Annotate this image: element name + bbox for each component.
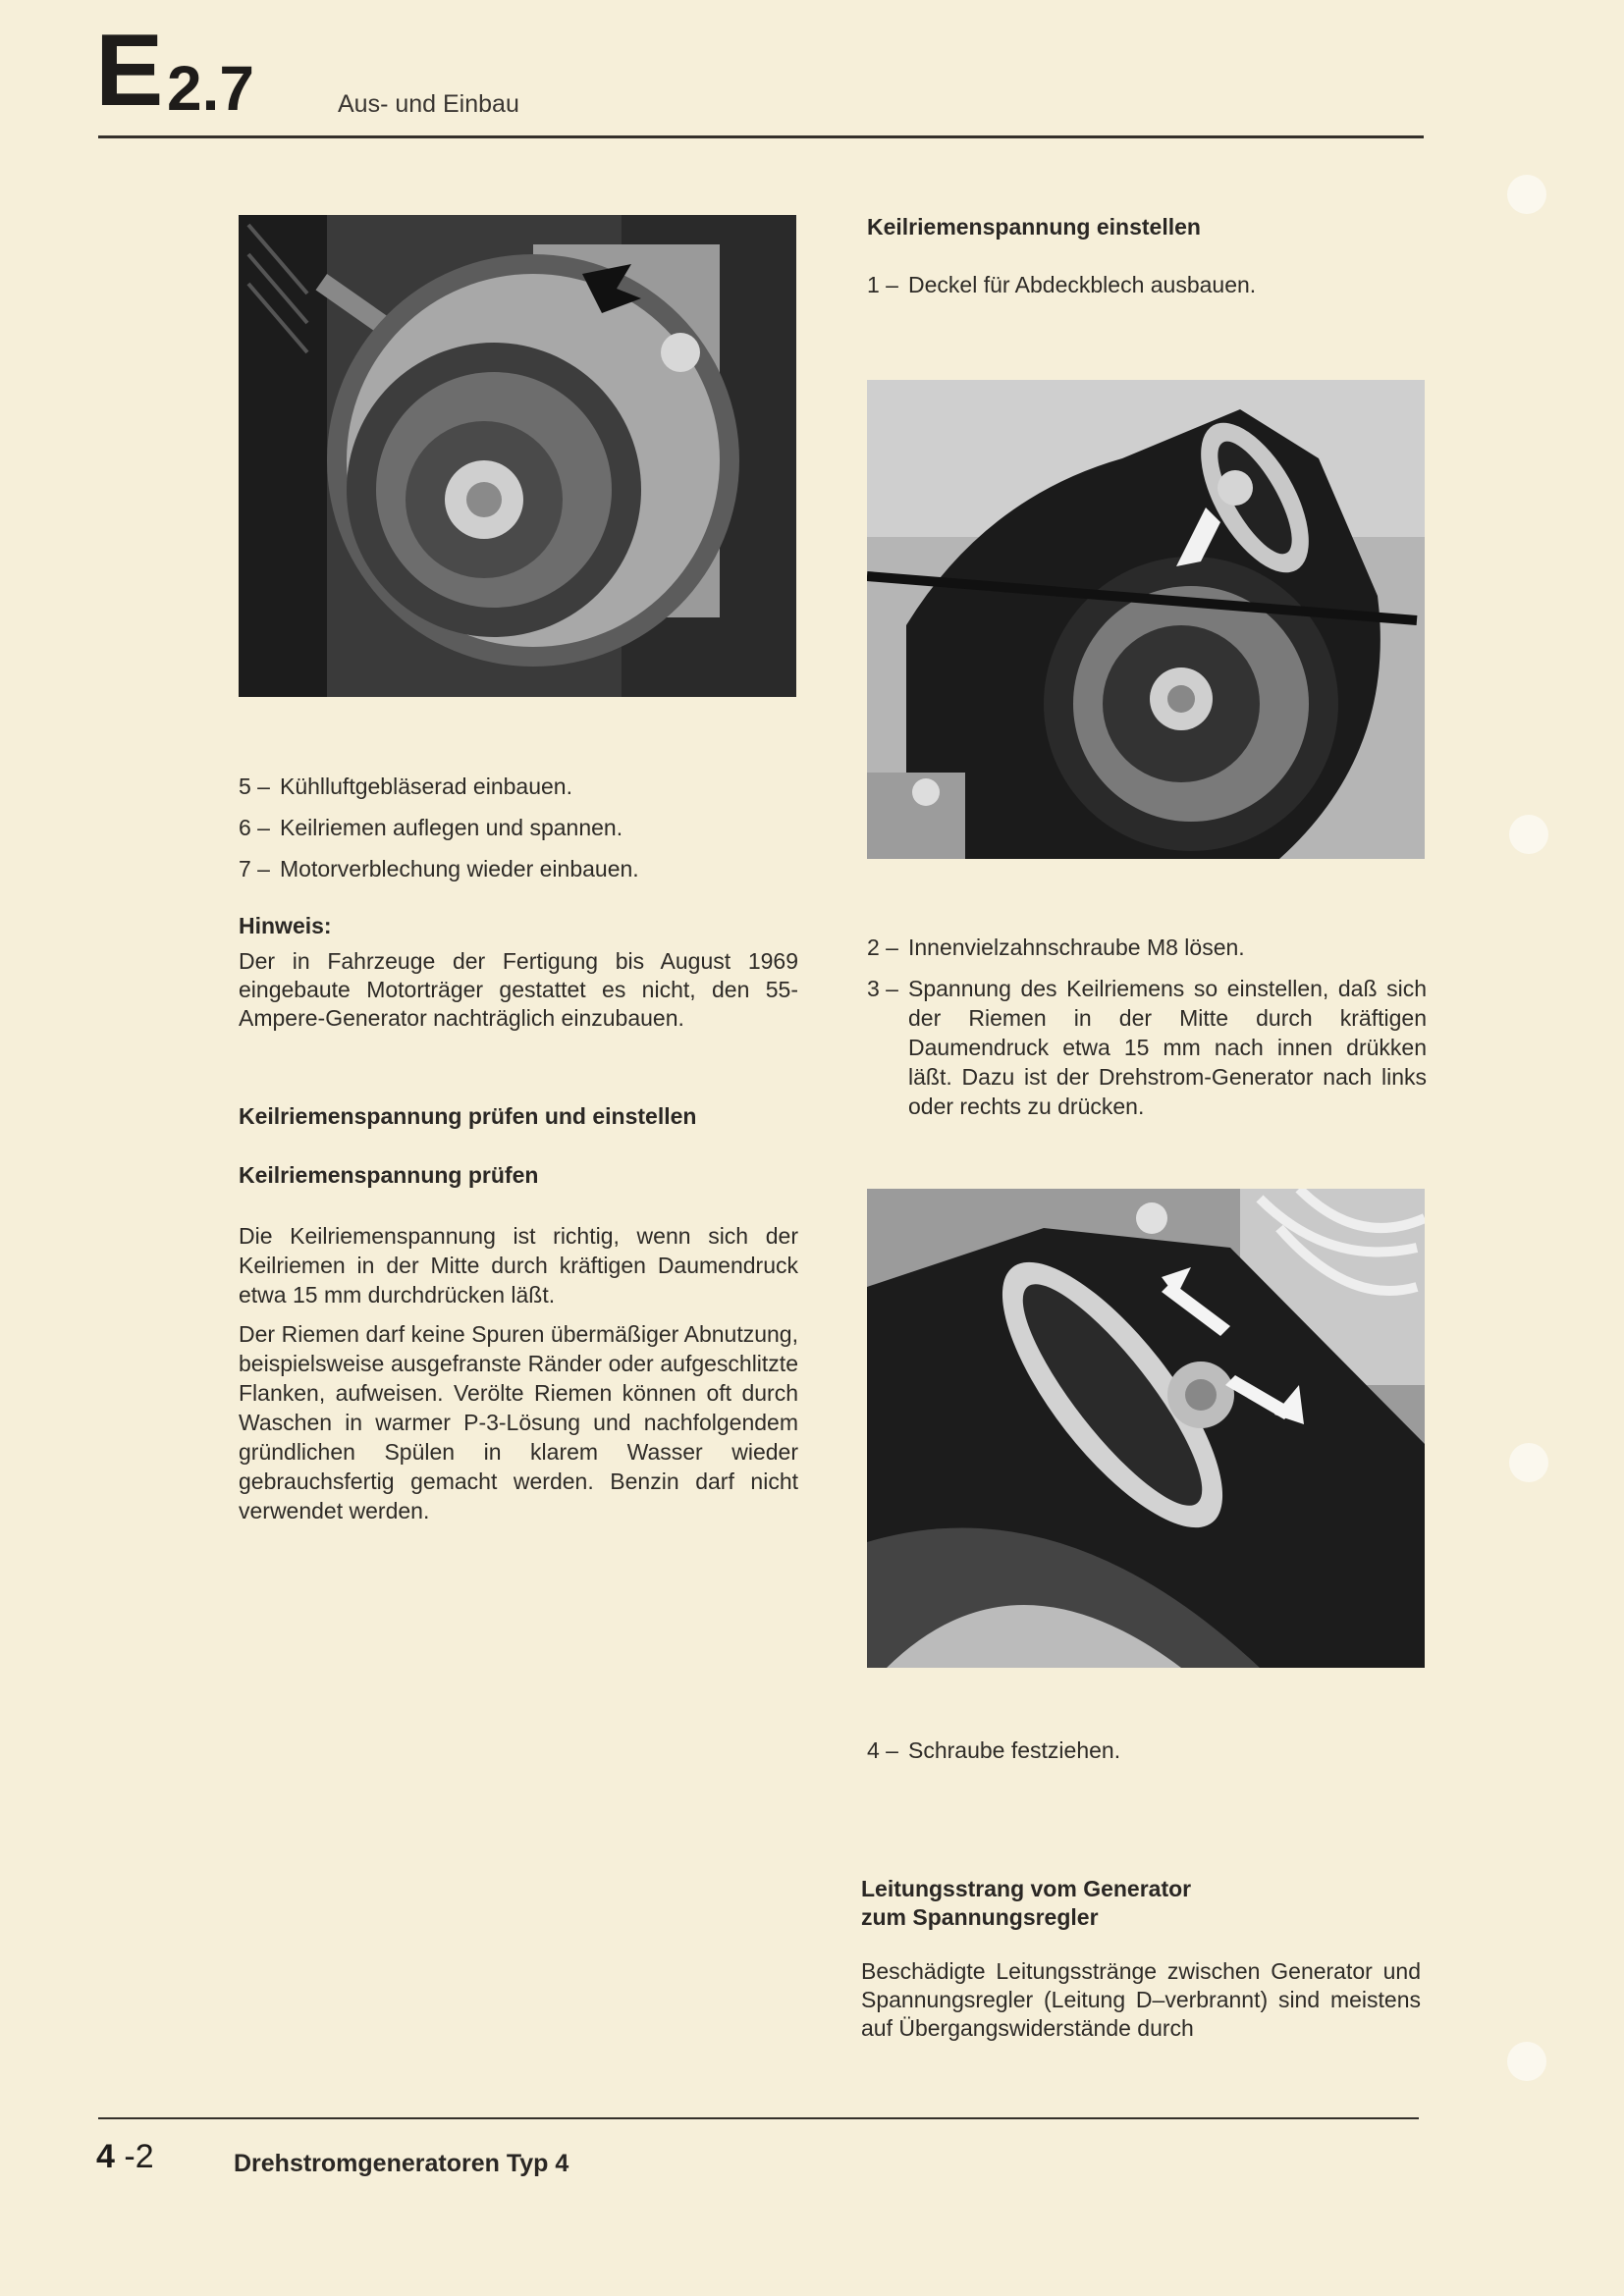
sub-heading-check: Keilriemenspannung prüfen (239, 1162, 539, 1188)
note-label: Hinweis: (239, 913, 332, 938)
section-number: 2.7 (167, 53, 254, 124)
section-heading-belt-tension: Keilriemenspannung prüfen und einstellen (239, 1103, 697, 1129)
footer-rule (98, 2117, 1419, 2119)
section-letter: E (95, 14, 162, 128)
punch-hole-3 (1509, 1443, 1548, 1482)
right-steps-2-3 (867, 933, 1427, 1121)
step-6: 6 – Keilriemen auflegen und spannen. (239, 815, 623, 840)
section-title: Aus- und Einbau (338, 90, 519, 118)
step-3: 3 – Spannung des Keilriemens so einstellen, daß sich der Riemen in der Mitte durch kräftigen Daumendruck etwa 15 mm nach innen drükken läßt. Dazu ist der Drehstrom-Generator nach links oder rechts zu drücken. (867, 976, 1427, 1119)
step-7: 7 – Motorverblechung wieder einbauen. (239, 856, 639, 881)
punch-hole-4 (1507, 2042, 1546, 2081)
photo-generator-pulley (239, 215, 796, 697)
step-2: 2 – Innenvielzahnschraube M8 lösen. (867, 934, 1245, 960)
photo-belt-pulley-cover (867, 380, 1425, 859)
paragraph-wiring-harness: Beschädigte Leitungsstränge zwischen Generator und Spannungsregler (Leitung D–verbrannt) sind meistens auf Übergangswiderstände durch (861, 1958, 1421, 2041)
photo-adjustment-slot (867, 1189, 1425, 1668)
left-steps (239, 772, 808, 883)
punch-hole-2 (1509, 815, 1548, 854)
footer-title: Drehstromgeneratoren Typ 4 (234, 2150, 569, 2177)
punch-hole-1 (1507, 175, 1546, 214)
paragraph-belt-wear: Der Riemen darf keine Spuren übermäßiger Abnutzung, beispielsweise ausgefranste Ränder oder aufgeschlitzte Flanken, aufweisen. Verölte Riemen können oft durch Waschen in warmer P-3-Lösung und nachfolgendem gründlichen Spülen in klarem Wasser wieder gebrauchsfertig gemacht werden. Benzin darf nicht verwendet werden. (239, 1321, 798, 1523)
heading-adjust-tension: Keilriemenspannung einstellen (867, 214, 1201, 240)
paragraph-tension-check: Die Keilriemenspannung ist richtig, wenn sich der Keilriemen in der Mitte durch kräftigen Daumendruck etwa 15 mm durchdrücken läßt. (239, 1223, 798, 1308)
step-4: 4 – Schraube festziehen. (867, 1737, 1121, 1763)
page-number: 4 -2 (96, 2138, 154, 2175)
header-rule (98, 135, 1424, 138)
heading-wiring-harness: Leitungsstrang vom Generator zum Spannungsregler (861, 1876, 1192, 1930)
step-1: 1 – Deckel für Abdeckblech ausbauen. (867, 272, 1257, 297)
note-text: Der in Fahrzeuge der Fertigung bis August 1969 eingebaute Motorträger gestattet es nicht, den 55-Ampere-Generator nachträglich einzubauen. (239, 948, 798, 1031)
step-5: 5 – Kühlluftgebläserad einbauen. (239, 774, 572, 799)
